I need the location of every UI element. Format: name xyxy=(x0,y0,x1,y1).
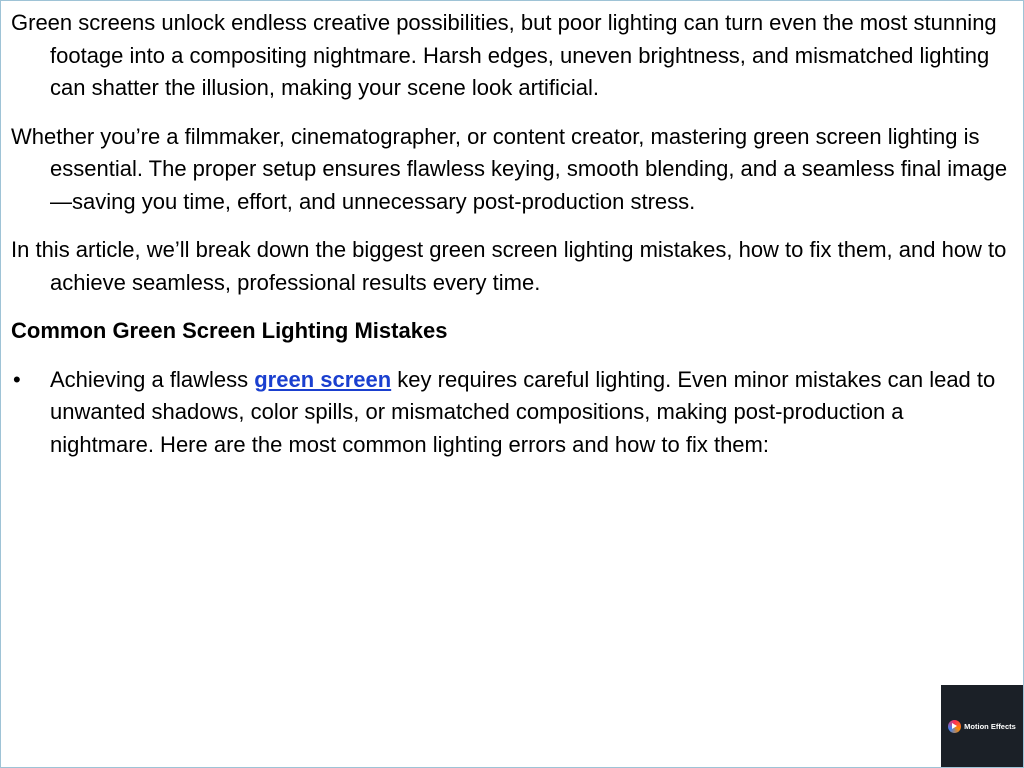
bullet-marker: • xyxy=(13,366,21,392)
logo-text: Motion Effects xyxy=(964,721,1016,731)
play-circle-icon xyxy=(948,720,961,733)
green-screen-link[interactable]: green screen xyxy=(254,366,392,392)
section-heading: Common Green Screen Lighting Mistakes xyxy=(11,318,448,343)
article-overview-paragraph: In this article, we’ll break down the biggest green screen lighting mistakes, how to fix them, and how to achieve seamless, professional results every time. xyxy=(11,237,1007,295)
bullet-text-before: Achieving a flawless xyxy=(50,366,255,392)
intro-paragraph: Green screens unlock endless creative possibilities, but poor lighting can turn even the most stunning footage into a compositing nightmare. Harsh edges, uneven brightness, and mismatched lighting can shatter the illusion, making your scene look artificial. xyxy=(11,10,997,100)
bullet-item xyxy=(11,364,1011,462)
motion-effects-logo xyxy=(941,685,1023,767)
bullet-text-after: key requires careful lighting. Even minor mistakes can lead to unwanted shadows, color spills, or mismatched compositions, making post-production a nightmare. Here are the most common lighting errors and how to fix them: xyxy=(50,366,996,457)
slide-content xyxy=(11,7,1011,461)
audience-paragraph: Whether you’re a filmmaker, cinematographer, or content creator, mastering green screen lighting is essential. The proper setup ensures flawless keying, smooth blending, and a seamless final image—saving you time, effort, and unnecessary post-production stress. xyxy=(11,123,1008,214)
